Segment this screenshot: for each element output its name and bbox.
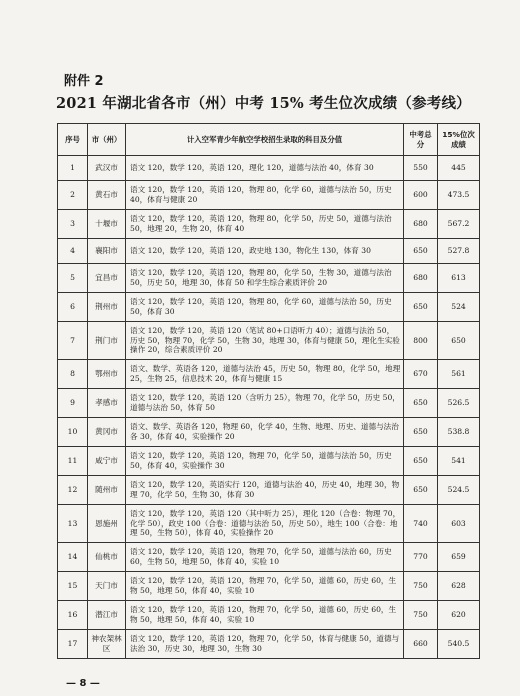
cell-total: 600 [404,181,438,210]
header-city: 市（州） [88,124,126,156]
table-row [58,572,480,601]
cell-rank: 659 [438,543,480,572]
table-row [58,447,480,476]
table-row [58,476,480,505]
table-row [58,418,480,447]
cell-city: 神农架林区 [88,630,126,659]
cell-total: 800 [404,322,438,360]
cell-subjects: 语文 120，数学 120，英语 120（笔试 80+口语听力 40）；道德与法治 50，历史 50，物理 70，化学 50，生物 30，地理 30，体育与健康 50，理化生实验操作 20，综合素质评价 20 [126,322,404,360]
cell-city: 黄石市 [88,181,126,210]
table-row [58,505,480,543]
cell-index: 5 [58,264,88,293]
cell-subjects: 语文 120，数学 120，英语 120，物理 70，化学 50，道德 60，历史 60，生物 50，地理 50，体育 40，实验 10 [126,572,404,601]
cell-city: 荆州市 [88,293,126,322]
cell-city: 鄂州市 [88,360,126,389]
cell-city: 潜江市 [88,601,126,630]
cell-index: 13 [58,505,88,543]
cell-subjects: 语文 120，数学 120，英语 120，物理 70，化学 50，道德与法治 60，历史 60，生物 50，地理 50，体育 40，实验 10 [126,543,404,572]
cell-subjects: 语文 120，数学 120，英语 120，理化 120，道德与法治 40，体育 30 [126,156,404,181]
table-row [58,322,480,360]
cell-total: 750 [404,601,438,630]
table-row [58,156,480,181]
cell-index: 3 [58,210,88,239]
cell-rank: 538.8 [438,418,480,447]
header-index: 序号 [58,124,88,156]
cell-index: 7 [58,322,88,360]
cell-subjects: 语文 120，数学 120，英语实行 120，道德与法治 40，历史 40，地理 30，物理 70，化学 50，生物 30，体育 30 [126,476,404,505]
cell-city: 十堰市 [88,210,126,239]
cell-city: 宜昌市 [88,264,126,293]
cell-rank: 628 [438,572,480,601]
cell-index: 1 [58,156,88,181]
cell-total: 680 [404,264,438,293]
cell-total: 650 [404,239,438,264]
cell-subjects: 语文 120，数学 120，英语 120，物理 70，化学 50，体育与健康 50，道德与法治 30，历史 30，地理 30，生物 30 [126,630,404,659]
table-row [58,210,480,239]
cell-total: 650 [404,476,438,505]
table-row [58,360,480,389]
cell-index: 15 [58,572,88,601]
cell-rank: 527.8 [438,239,480,264]
table-row [58,293,480,322]
page-title: 2021 年湖北省各市（州）中考 15% 考生位次成绩（参考线） [56,95,471,112]
table-row [58,601,480,630]
cell-city: 黄冈市 [88,418,126,447]
cell-subjects: 语文 120，数学 120，英语 120，物理 70，化学 50，道德与法治 50，历史 50，体育 40，实验操作 30 [126,447,404,476]
table-row [58,181,480,210]
cell-subjects: 语文 120，数学 120，英语 120（其中听力 25），理化 120（合卷：物理 70，化学 50），政史 100（合卷：道德与法治 50，历史 50），地生 100（合卷：地理 50，生物 50），体育 40，实验操作 20 [126,505,404,543]
cell-city: 襄阳市 [88,239,126,264]
cell-total: 650 [404,418,438,447]
cell-city: 恩施州 [88,505,126,543]
cell-rank: 473.5 [438,181,480,210]
cell-subjects: 语文 120，数学 120，英语 120（含听力 25），物理 70，化学 50，历史 50，道德与法治 50，体育 50 [126,389,404,418]
cell-total: 660 [404,630,438,659]
cell-rank: 445 [438,156,480,181]
header-subjects: 计入空军青少年航空学校招生录取的科目及分值 [126,124,404,156]
cell-subjects: 语文 120，数学 120，英语 120，物理 80，化学 60，道德与法治 50，历史 40，体育与健康 20 [126,181,404,210]
cell-rank: 613 [438,264,480,293]
attachment-label: 附件 2 [64,74,104,89]
cell-index: 11 [58,447,88,476]
cell-rank: 603 [438,505,480,543]
cell-total: 750 [404,572,438,601]
cell-subjects: 语文 120，数学 120，英语 120，物理 70，化学 50，道德 60，历史 60，生物 50，地理 50，体育 40，实验 10 [126,601,404,630]
table-row [58,630,480,659]
table-row [58,239,480,264]
cell-index: 6 [58,293,88,322]
cell-city: 仙桃市 [88,543,126,572]
table-row [58,264,480,293]
cell-index: 17 [58,630,88,659]
cell-total: 670 [404,360,438,389]
cell-index: 2 [58,181,88,210]
cell-city: 荆门市 [88,322,126,360]
cell-total: 680 [404,210,438,239]
cell-index: 16 [58,601,88,630]
table-body [58,156,480,659]
table-header-row [58,124,480,156]
cell-total: 740 [404,505,438,543]
cell-total: 550 [404,156,438,181]
cell-rank: 620 [438,601,480,630]
cell-rank: 526.5 [438,389,480,418]
cell-rank: 561 [438,360,480,389]
cell-total: 650 [404,293,438,322]
cell-city: 武汉市 [88,156,126,181]
cell-total: 770 [404,543,438,572]
cell-subjects: 语文 120，数学 120，英语 120，物理 80，化学 50，生物 30，道德与法治 50，历史 50，地理 30，体育 50 和学生综合素质评价 20 [126,264,404,293]
cell-total: 650 [404,389,438,418]
cell-index: 10 [58,418,88,447]
cell-subjects: 语文、数学、英语各 120，道德与法治 45，历史 50，物理 80，化学 50，地理 25，生物 25，信息技术 20，体育与健康 15 [126,360,404,389]
header-total: 中考总分 [404,124,438,156]
cell-index: 4 [58,239,88,264]
cell-city: 咸宁市 [88,447,126,476]
cell-rank: 524 [438,293,480,322]
cell-city: 天门市 [88,572,126,601]
header-rank: 15%位次成绩 [438,124,480,156]
cell-index: 8 [58,360,88,389]
cell-subjects: 语文 120，数学 120，英语 120，政史地 130，物化生 130，体育 30 [126,239,404,264]
page-number: — 8 — [66,678,100,689]
cell-rank: 540.5 [438,630,480,659]
cell-city: 随州市 [88,476,126,505]
cell-index: 12 [58,476,88,505]
cell-subjects: 语文、数学、英语各 120，物理 60，化学 40，生物、地理、历史、道德与法治各 30，体育 40，实验操作 20 [126,418,404,447]
cell-index: 9 [58,389,88,418]
cell-total: 650 [404,447,438,476]
cell-index: 14 [58,543,88,572]
cell-subjects: 语文 120，数学 120，英语 120，物理 80，化学 50，历史 50，道德与法治 50，地理 20，生物 20，体育 40 [126,210,404,239]
table-row [58,543,480,572]
cell-rank: 524.5 [438,476,480,505]
cell-rank: 541 [438,447,480,476]
cell-city: 孝感市 [88,389,126,418]
cell-subjects: 语文 120，数学 120，英语 120，物理 80，化学 60，道德与法治 50，历史 50，体育 30 [126,293,404,322]
cell-rank: 567.2 [438,210,480,239]
table-row [58,389,480,418]
score-table [57,123,480,659]
cell-rank: 650 [438,322,480,360]
